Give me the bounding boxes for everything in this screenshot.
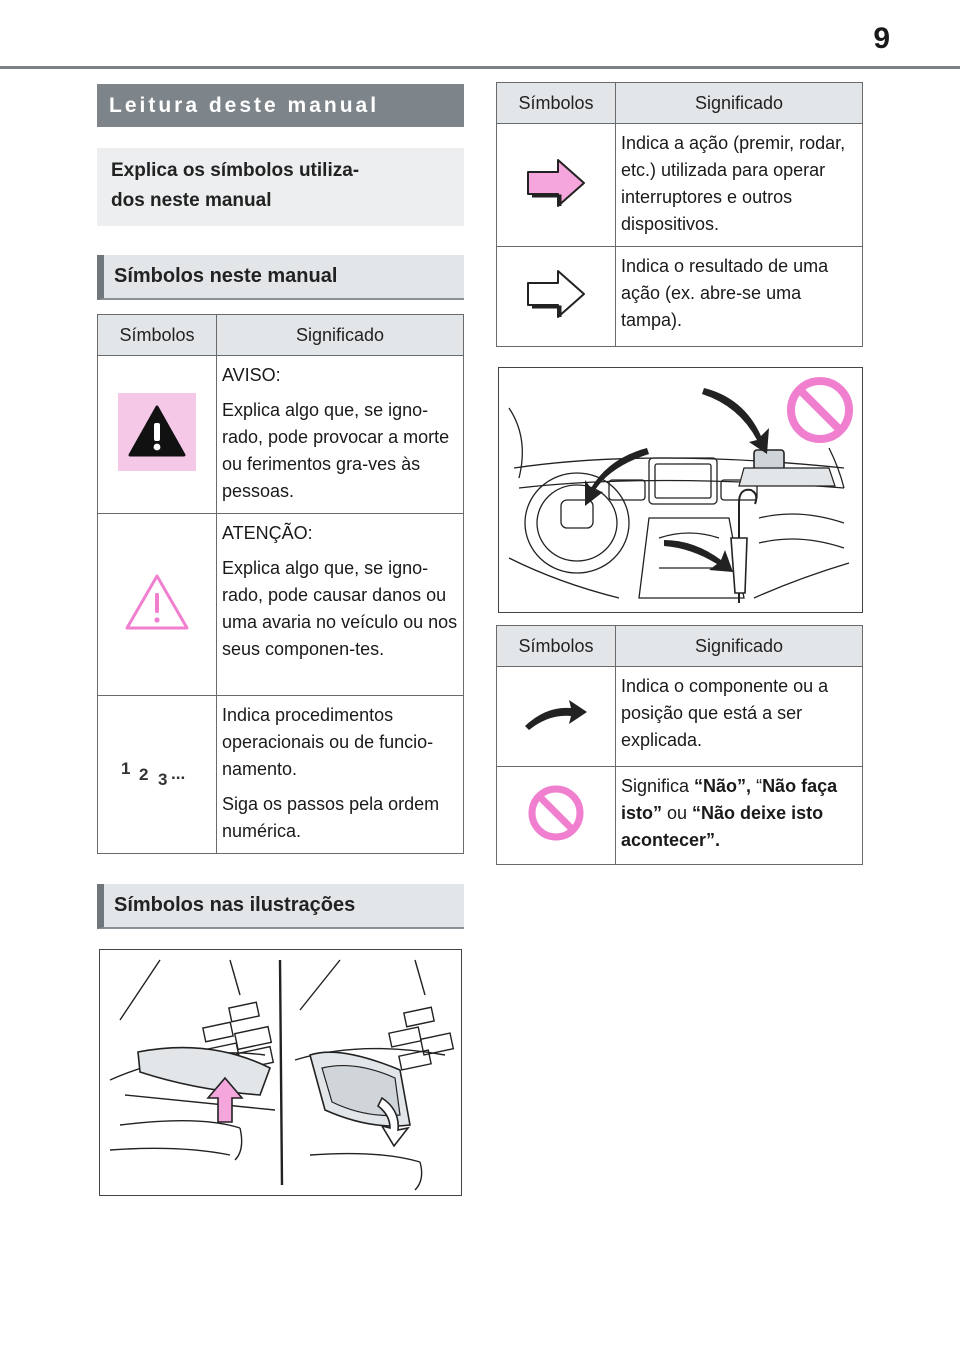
step-ellipsis: ... [171, 763, 186, 783]
chapter-title: Leitura deste manual [97, 84, 464, 127]
top-divider [0, 66, 960, 69]
steps-numbers-icon [117, 759, 197, 791]
dashboard-illustration [498, 367, 863, 613]
step-number: 1 [121, 758, 131, 778]
emphasis-dont-let: “Não deixe isto acontecer”. [621, 803, 824, 850]
meaning-cell [616, 667, 863, 767]
pink-action-arrow-icon [524, 156, 588, 210]
symbol-cell [497, 767, 616, 865]
section-header-symbols: Símbolos neste manual [97, 255, 464, 300]
table-row [497, 247, 863, 347]
meaning-cell [217, 696, 464, 854]
step-number: 2 [139, 764, 149, 784]
column-header: Significado [616, 626, 863, 667]
symbol-cell [497, 667, 616, 767]
meaning-text: Indica procedimentos operacionais ou de funcio-namento. [222, 705, 434, 779]
table-row [497, 767, 863, 865]
symbol-cell [497, 124, 616, 247]
curved-pointer-arrow-icon [521, 694, 591, 734]
column-header: Significado [217, 315, 464, 356]
emphasis-dont-do: Não faça isto” [621, 776, 838, 823]
table-header-row [98, 315, 464, 356]
column-header: Símbolos [497, 83, 616, 124]
table-header-row [497, 626, 863, 667]
meaning-text-part: “ [751, 776, 763, 796]
step-number: 3 [158, 769, 168, 789]
meaning-text: Explica algo que, se igno-rado, pode causar danos ou uma avaria no veículo ou nos seus componen-tes. [222, 558, 458, 659]
table-row [98, 514, 464, 696]
table-header-row [497, 83, 863, 124]
table-row [497, 124, 863, 247]
white-result-arrow-icon [524, 267, 588, 321]
page-number: 9 [873, 22, 890, 55]
meaning-cell [616, 247, 863, 347]
meaning-cell [217, 356, 464, 514]
subtitle-line: Explica os símbolos utiliza- [111, 160, 360, 181]
left-column [97, 84, 464, 1196]
symbol-cell [98, 356, 217, 514]
column-header: Símbolos [98, 315, 217, 356]
symbol-cell [497, 247, 616, 347]
prohibition-icon [526, 783, 586, 843]
subtitle-line: dos neste manual [111, 190, 272, 211]
meaning-cell [616, 767, 863, 865]
illustration-symbols-table [496, 625, 863, 865]
meaning-text: Siga os passos pela ordem numérica. [222, 794, 440, 841]
meaning-text: ATENÇÃO: [222, 523, 313, 543]
right-column [496, 82, 863, 865]
warning-filled-icon [118, 393, 196, 471]
symbol-cell [98, 514, 217, 696]
table-row [497, 667, 863, 767]
symbols-table [97, 314, 464, 854]
overhead-console-illustration [99, 949, 462, 1196]
meaning-text: Indica o resultado de uma ação (ex. abre-se uma tampa). [621, 256, 829, 330]
meaning-text: Indica o componente ou a posição que está a ser explicada. [621, 676, 829, 750]
table-row [98, 696, 464, 854]
meaning-text [621, 773, 858, 854]
subtitle-box [97, 148, 464, 226]
arrow-symbols-table [496, 82, 863, 347]
column-header: Símbolos [497, 626, 616, 667]
table-row [98, 356, 464, 514]
emphasis-no: “Não”, [694, 776, 752, 796]
symbol-cell [98, 696, 217, 854]
meaning-text: Indica a ação (premir, rodar, etc.) utilizada para operar interruptores e outros dispositivos. [621, 133, 846, 234]
caution-outline-icon [122, 571, 192, 633]
meaning-cell [217, 514, 464, 696]
meaning-cell [616, 124, 863, 247]
meaning-text-part: ou [662, 803, 693, 823]
meaning-text: Explica algo que, se igno-rado, pode provocar a morte ou ferimentos gra-ves às pessoas. [222, 400, 450, 501]
section-header-illustrations: Símbolos nas ilustrações [97, 884, 464, 929]
meaning-text: AVISO: [222, 365, 281, 385]
column-header: Significado [616, 83, 863, 124]
meaning-text-part: Significa [621, 776, 695, 796]
